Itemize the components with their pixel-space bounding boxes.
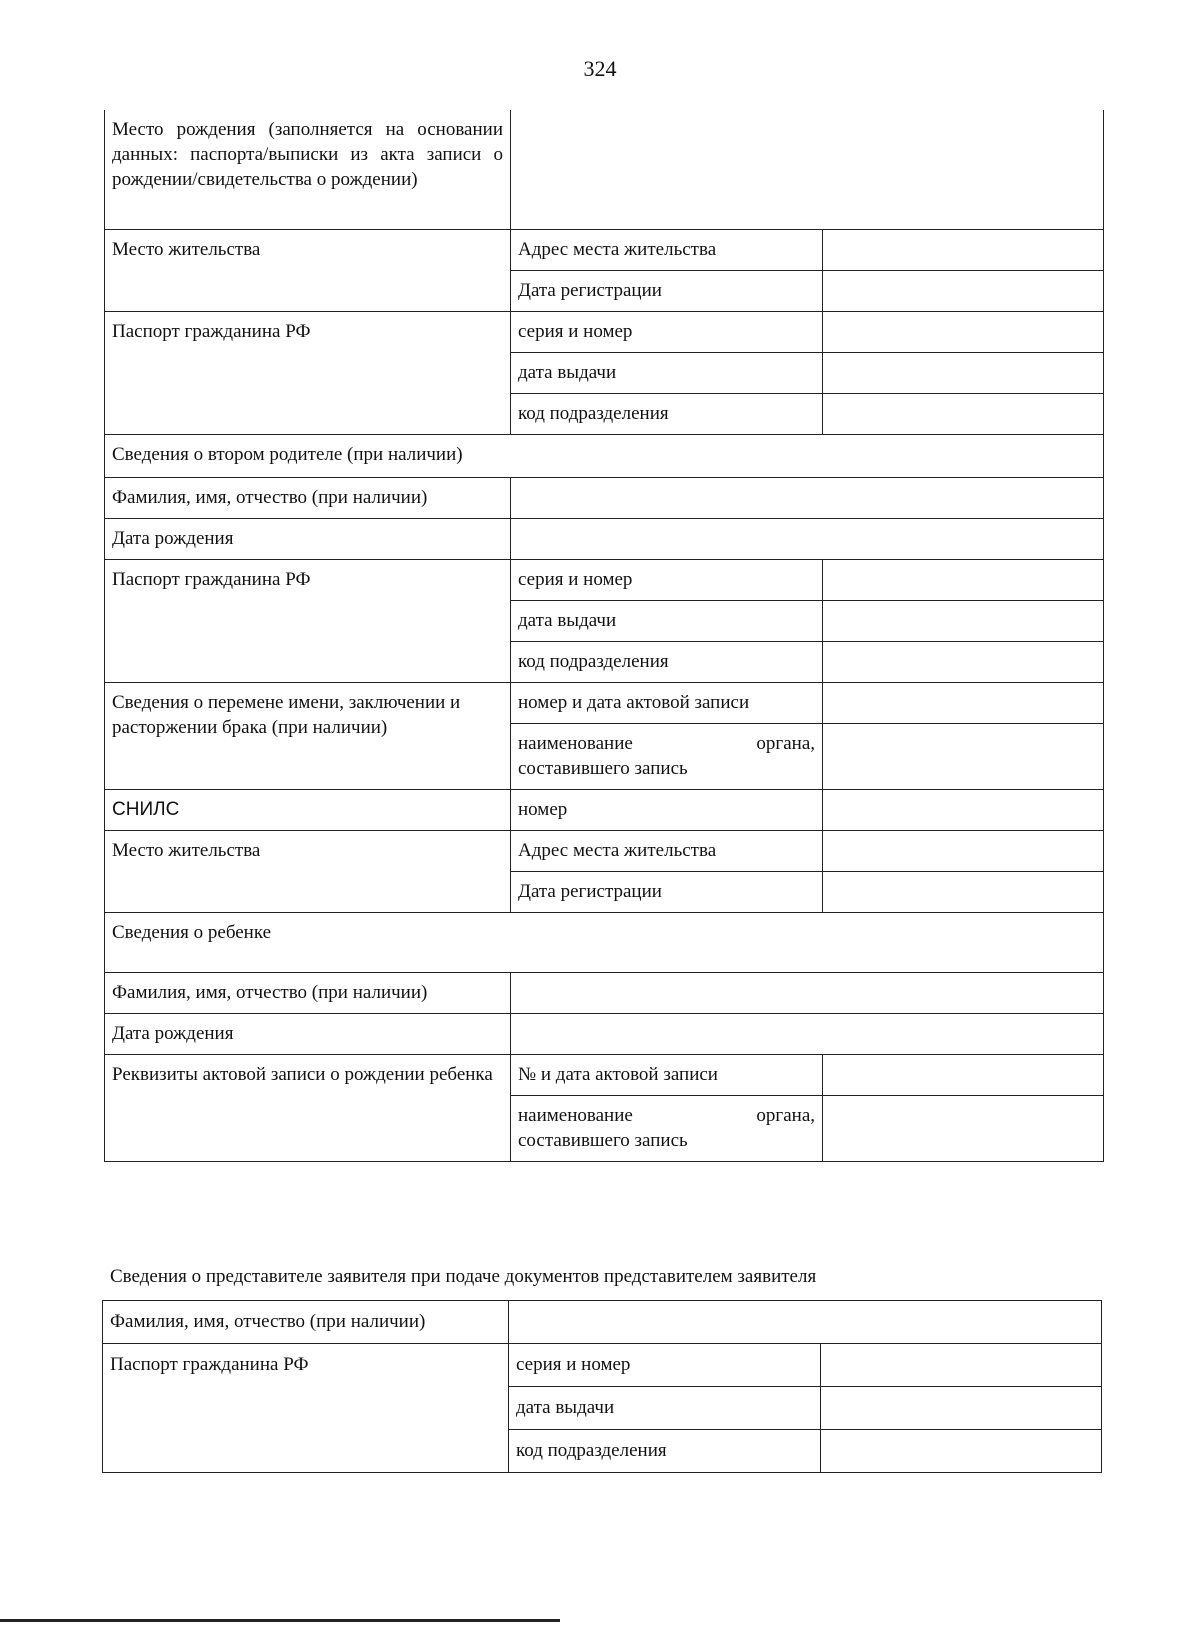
residence-address-value[interactable] xyxy=(823,230,1104,271)
sp-birth-date-label: Дата рождения xyxy=(105,519,511,560)
page-number: 324 xyxy=(583,56,617,81)
rep-fio-value[interactable] xyxy=(509,1301,1102,1344)
residence-reg-date-value[interactable] xyxy=(823,271,1104,312)
child-record-org-word-1: наименование xyxy=(518,1105,633,1126)
sp-fio-row xyxy=(105,478,1104,519)
rep-fio-label: Фамилия, имя, отчество (при наличии) xyxy=(103,1301,509,1344)
passport-dept-code-value[interactable] xyxy=(823,394,1104,435)
child-record-number-label: № и дата актовой записи xyxy=(511,1055,823,1096)
residence-row xyxy=(105,230,1104,271)
birth-place-value[interactable] xyxy=(511,110,1104,230)
child-fio-label: Фамилия, имя, отчество (при наличии) xyxy=(105,973,511,1014)
rep-passport-issue-date-value[interactable] xyxy=(821,1387,1102,1430)
sp-residence-row xyxy=(105,831,1104,872)
rep-fio-row xyxy=(103,1301,1102,1344)
sp-passport-issue-date-value[interactable] xyxy=(823,601,1104,642)
birth-place-row xyxy=(105,110,1104,230)
child-record-org-word-2: органа, xyxy=(756,1105,815,1126)
snils-number-label: номер xyxy=(511,790,823,831)
child-record-org-label xyxy=(511,1096,823,1162)
sp-passport-dept-code-value[interactable] xyxy=(823,642,1104,683)
sp-passport-label: Паспорт гражданина РФ xyxy=(105,560,511,683)
child-record-number-value[interactable] xyxy=(823,1055,1104,1096)
child-record-org-value[interactable] xyxy=(823,1096,1104,1162)
sp-fio-value[interactable] xyxy=(511,478,1104,519)
parent-info-table xyxy=(104,110,1104,1162)
sp-passport-issue-date-label: дата выдачи xyxy=(511,601,823,642)
passport-issue-date-label: дата выдачи xyxy=(511,353,823,394)
sp-birth-date-row xyxy=(105,519,1104,560)
bottom-scan-edge xyxy=(0,1619,560,1622)
snils-label: СНИЛС xyxy=(105,790,511,831)
name-change-record-label: номер и дата актовой записи xyxy=(511,683,823,724)
residence-label: Место жительства xyxy=(105,230,511,312)
snils-row xyxy=(105,790,1104,831)
sp-residence-label: Место жительства xyxy=(105,831,511,913)
second-parent-section-row xyxy=(105,435,1104,478)
rep-passport-label: Паспорт гражданина РФ xyxy=(103,1344,509,1473)
sp-fio-label: Фамилия, имя, отчество (при наличии) xyxy=(105,478,511,519)
sp-residence-address-value[interactable] xyxy=(823,831,1104,872)
sp-residence-reg-date-value[interactable] xyxy=(823,872,1104,913)
sp-passport-series-value[interactable] xyxy=(823,560,1104,601)
second-parent-section-title: Сведения о втором родителе (при наличии) xyxy=(105,435,1104,478)
representative-heading: Сведения о представителе заявителя при подаче документов представителем заявителя xyxy=(110,1266,817,1287)
passport-series-value[interactable] xyxy=(823,312,1104,353)
passport-issue-date-value[interactable] xyxy=(823,353,1104,394)
passport-label: Паспорт гражданина РФ xyxy=(105,312,511,435)
residence-reg-date-label: Дата регистрации xyxy=(511,271,823,312)
passport-row xyxy=(105,312,1104,353)
sp-passport-series-label: серия и номер xyxy=(511,560,823,601)
name-change-org-word-2: органа, xyxy=(756,733,815,754)
child-birth-date-row xyxy=(105,1014,1104,1055)
sp-birth-date-value[interactable] xyxy=(511,519,1104,560)
child-birth-date-label: Дата рождения xyxy=(105,1014,511,1055)
sp-residence-address-label: Адрес места жительства xyxy=(511,831,823,872)
child-birth-date-value[interactable] xyxy=(511,1014,1104,1055)
child-record-row xyxy=(105,1055,1104,1096)
child-section-title: Сведения о ребенке xyxy=(105,913,1104,973)
residence-address-label: Адрес места жительства xyxy=(511,230,823,271)
name-change-org-word-3: составившего запись xyxy=(518,758,688,779)
passport-series-label: серия и номер xyxy=(511,312,823,353)
sp-residence-reg-date-label: Дата регистрации xyxy=(511,872,823,913)
rep-passport-series-label: серия и номер xyxy=(509,1344,821,1387)
rep-passport-row xyxy=(103,1344,1102,1387)
child-record-org-word-3: составившего запись xyxy=(518,1130,688,1151)
representative-table xyxy=(102,1300,1102,1473)
name-change-org-word-1: наименование xyxy=(518,733,633,754)
name-change-label: Сведения о перемене имени, заключении и расторжении брака (при наличии) xyxy=(105,683,511,790)
birth-place-label: Место рождения (заполняется на основании данных: паспорта/выписки из акта записи о рождении/свидетельства о рождении) xyxy=(105,110,511,230)
child-section-row xyxy=(105,913,1104,973)
name-change-record-value[interactable] xyxy=(823,683,1104,724)
child-fio-row xyxy=(105,973,1104,1014)
rep-passport-dept-code-value[interactable] xyxy=(821,1430,1102,1473)
rep-passport-series-value[interactable] xyxy=(821,1344,1102,1387)
name-change-org-label xyxy=(511,724,823,790)
passport-dept-code-label: код подразделения xyxy=(511,394,823,435)
snils-number-value[interactable] xyxy=(823,790,1104,831)
name-change-org-value[interactable] xyxy=(823,724,1104,790)
sp-passport-row xyxy=(105,560,1104,601)
rep-passport-dept-code-label: код подразделения xyxy=(509,1430,821,1473)
child-record-label: Реквизиты актовой записи о рождении ребенка xyxy=(105,1055,511,1162)
name-change-row xyxy=(105,683,1104,724)
child-fio-value[interactable] xyxy=(511,973,1104,1014)
rep-passport-issue-date-label: дата выдачи xyxy=(509,1387,821,1430)
sp-passport-dept-code-label: код подразделения xyxy=(511,642,823,683)
